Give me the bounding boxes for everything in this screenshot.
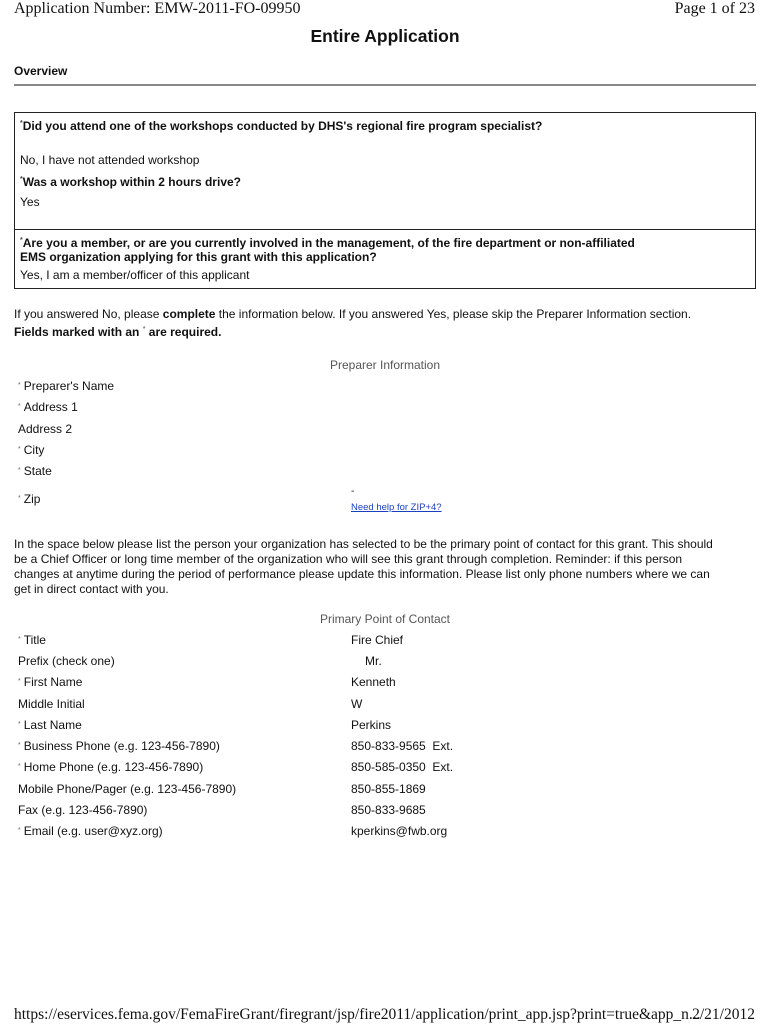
footer-url: https://eservices.fema.gov/FemaFireGrant/firegrant/jsp/fire2011/application/print_app.jsp?print=true&app_n...	[14, 1006, 701, 1023]
page-number: Page 1 of 23	[674, 0, 755, 17]
zip-label: * Zip	[18, 492, 41, 506]
footer-date: 2/21/2012	[692, 1006, 755, 1023]
email-label: * Email (e.g. user@xyz.org)	[18, 824, 163, 838]
workshop-question-box	[14, 112, 756, 230]
first-name-value: Kenneth	[351, 675, 396, 689]
address2-label: Address 2	[18, 422, 73, 436]
preparer-name-label: * Preparer's Name	[18, 379, 115, 393]
fax-value: 850-833-9685	[351, 803, 426, 817]
contact-title-label: * Title	[18, 633, 46, 647]
overview-heading: Overview	[14, 64, 68, 78]
email-value: kperkins@fwb.org	[351, 824, 448, 838]
first-name-label: * First Name	[18, 675, 83, 689]
zip-help-link[interactable]: Need help for ZIP+4?	[351, 502, 442, 513]
home-phone-label: * Home Phone (e.g. 123-456-7890)	[18, 760, 204, 774]
state-label: * State	[18, 464, 52, 478]
page-title: Entire Application	[310, 26, 460, 46]
required-marker: *	[20, 176, 23, 183]
contact-section-title: Primary Point of Contact	[319, 612, 451, 626]
workshop-question: *Did you attend one of the workshops conducted by DHS's regional fire program specialist?	[20, 119, 543, 133]
mobile-phone-value: 850-855-1869	[351, 782, 426, 796]
middle-initial-value: W	[351, 697, 363, 711]
home-phone-value: 850-585-0350 Ext.	[351, 760, 454, 774]
required-marker: *	[142, 326, 146, 333]
last-name-value: Perkins	[351, 718, 392, 732]
drive-question: *Was a workshop within 2 hours drive?	[20, 175, 241, 189]
address1-label: * Address 1	[18, 400, 78, 414]
skip-instructions: If you answered No, please complete the information below. If you answered Yes, please skip the Preparer Information section. Fields marked with an * are required.	[14, 307, 692, 339]
zip-dash: -	[351, 486, 355, 497]
membership-question-box	[14, 229, 756, 289]
application-number: Application Number: EMW-2011-FO-09950	[14, 0, 301, 17]
workshop-answer: No, I have not attended workshop	[20, 153, 200, 167]
business-phone-label: * Business Phone (e.g. 123-456-7890)	[18, 739, 220, 753]
membership-answer: Yes, I am a member/officer of this applicant	[20, 268, 250, 282]
contact-instructions: In the space below please list the person your organization has selected to be the primary point of contact for this grant. This should be a Chief Officer or long time member of the organization who will see this grant through completion. Reminder: if this person changes at anytime during the period of performance please update this information. Please list only phone numbers where we can get in direct contact with you.	[14, 537, 713, 596]
last-name-label: * Last Name	[18, 718, 82, 732]
preparer-section-title: Preparer Information	[329, 358, 441, 372]
mobile-phone-label: Mobile Phone/Pager (e.g. 123-456-7890)	[18, 782, 237, 796]
prefix-label: Prefix (check one)	[18, 654, 115, 668]
required-marker: *	[20, 237, 23, 244]
business-phone-value: 850-833-9565 Ext.	[351, 739, 454, 753]
fax-label: Fax (e.g. 123-456-7890)	[18, 803, 148, 817]
overview-divider	[14, 84, 756, 86]
contact-title-value: Fire Chief	[351, 633, 404, 647]
middle-initial-label: Middle Initial	[18, 697, 85, 711]
required-marker: *	[20, 120, 23, 127]
city-label: * City	[18, 443, 45, 457]
membership-question: *Are you a member, or are you currently involved in the management, of the fire department or non-affiliated EMS organization applying for this grant with this application?	[20, 236, 635, 264]
prefix-value: Mr.	[365, 654, 382, 668]
drive-answer: Yes	[20, 195, 40, 209]
